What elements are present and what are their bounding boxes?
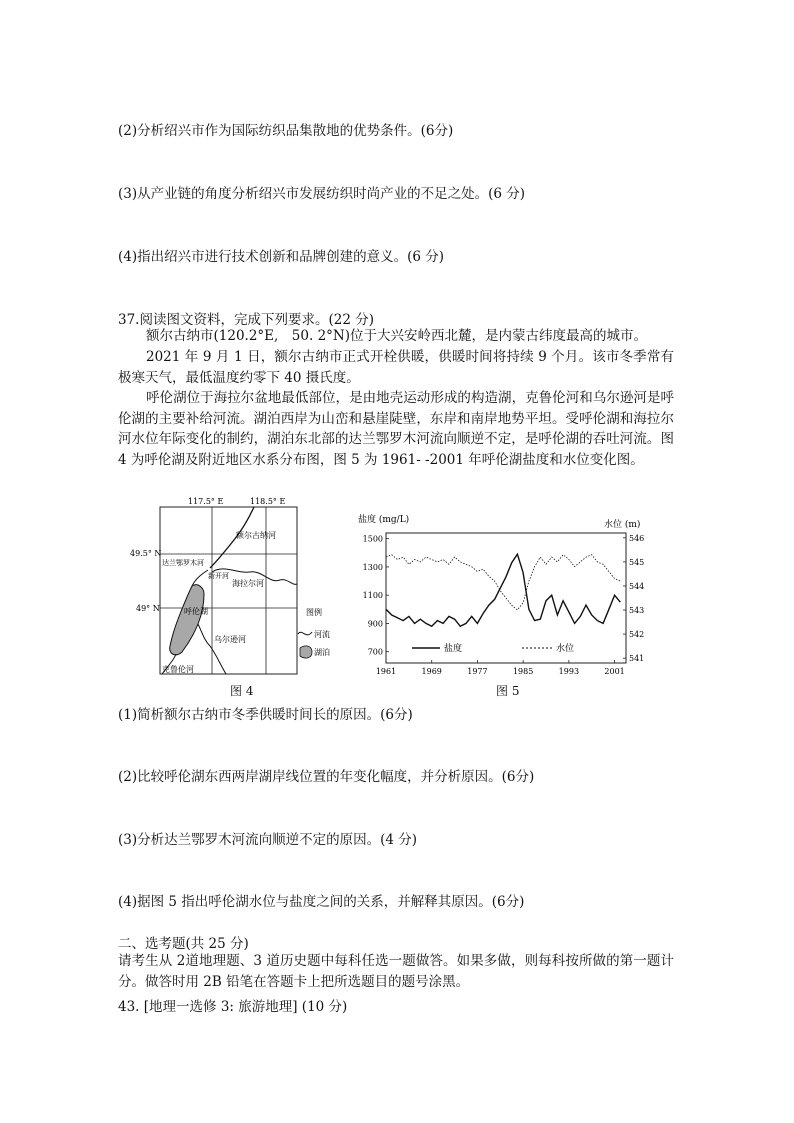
legend-river-icon	[298, 632, 312, 635]
lon-label-2: 118.5° E	[250, 497, 286, 506]
label-hulun-lake	[184, 606, 208, 616]
label-wuerxun-river: 乌尔逊河	[214, 635, 246, 644]
figure-5-caption: 图 5	[496, 684, 520, 698]
x-tick-label: 1969	[421, 667, 442, 676]
q36-sub2: (2)分析绍兴市作为国际纺织品集散地的优势条件。(6分)	[118, 123, 454, 139]
q37-sub4: (4)据图 5 指出呼伦湖水位与盐度之间的关系，并解释其原因。(6分)	[118, 894, 525, 910]
y-right-tick-label: 545	[629, 557, 645, 567]
y-right-tick-label: 543	[629, 606, 645, 616]
hulun-lake-shape	[170, 585, 204, 655]
q37-paragraph-3: 呼伦湖位于海拉尔盆地最低部位，是由地壳运动形成的构造湖，克鲁伦河和乌尔逊河是呼伦湖的主要补给河流。湖泊西岸为山峦和悬崖陡壁，东岸和南岸地势平坦。受呼伦湖和海拉尔河水位年际变化的制约，湖泊东北部的达兰鄂罗木河流向顺逆不定，是呼伦湖的吞吐河流。图 4 为呼伦湖及附近地区水系分布图，图 5 为 1961- -2001 年呼伦湖盐度和水位变化图。	[118, 390, 674, 468]
q43-title: 43. [地理一选修 3: 旅游地理] (10 分)	[118, 999, 348, 1015]
legend-lake-label: 湖泊	[314, 648, 330, 657]
y-right-tick-label: 546	[629, 533, 645, 543]
figure-4-map	[130, 494, 330, 678]
label-xinkai-river: 新开河	[208, 572, 229, 580]
y-right-tick-label: 544	[629, 581, 645, 591]
legend-level-label: 水位	[556, 644, 575, 654]
q36-sub4: (4)指出绍兴市进行技术创新和品牌创建的意义。(6 分)	[118, 249, 445, 265]
legend-river-label: 河流	[314, 630, 330, 639]
y-left-tick-label: 700	[367, 647, 383, 657]
x-tick-label: 2001	[604, 667, 625, 676]
q37-paragraph-1: 额尔古纳市(120.2°E, 50. 2°N)位于大兴安岭西北麓，是内蒙古纬度最高的城市。	[146, 328, 647, 344]
y-left-tick-label: 1300	[362, 562, 383, 572]
q37-sub2: (2)比较呼伦湖东西两岸湖岸线位置的年变化幅度，并分析原因。(6分)	[118, 769, 535, 785]
x-tick-label: 1961	[375, 667, 397, 676]
legend-title: 图例	[306, 608, 322, 617]
figure-5-chart	[356, 508, 660, 680]
section2-instructions: 请考生从 2道地理题、3 道历史题中每科任选一题做答。如果多做，则每科按所做的第一题计分。做答时用 2B 铅笔在答题卡上把所选题目的题号涂黑。	[118, 953, 674, 990]
label-dalan-river: 达兰鄂罗木河	[162, 559, 204, 567]
y-right-axis-label: 水位 (m)	[604, 520, 641, 530]
legend-salinity-label: 盐度	[444, 644, 463, 654]
q37-paragraph-2: 2021 年 9 月 1 日，额尔古纳市正式开栓供暖，供暖时间将持续 9 个月。该市冬季常有极寒天气，最低温度约零下 40 摄氏度。	[118, 349, 674, 386]
lat-label-1: 49.5° N	[130, 549, 162, 558]
q37-title: 37.阅读图文资料，完成下列要求。(22 分)	[118, 312, 374, 328]
label-hailar-river: 海拉尔河	[232, 579, 264, 588]
label-erguna-river: 额尔古纳河	[236, 531, 276, 540]
y-left-tick-label: 1100	[362, 591, 383, 601]
y-left-tick-label: 900	[367, 619, 383, 629]
lon-label-1: 117.5° E	[188, 497, 224, 506]
x-tick-label: 1993	[558, 667, 580, 676]
q37-sub3: (3)分析达兰鄂罗木河流向顺逆不定的原因。(4 分)	[118, 832, 418, 848]
y-left-axis-label: 盐度 (mg/L)	[358, 515, 410, 525]
q37-sub1: (1)简析额尔古纳市冬季供暖时间长的原因。(6分)	[118, 707, 413, 723]
x-tick-label: 1977	[467, 667, 488, 676]
figure-4-caption: 图 4	[230, 684, 254, 698]
dalan-river-line	[192, 570, 208, 586]
y-right-tick-label: 541	[629, 654, 645, 664]
label-kelulun-river: 克鲁伦河	[162, 665, 194, 674]
section2-title: 二、选考题(共 25 分)	[118, 936, 249, 952]
y-left-tick-label: 1500	[362, 534, 383, 544]
hulun-lake-label-1: 呼伦湖	[184, 607, 208, 616]
q36-sub3: (3)从产业链的角度分析绍兴市发展纺织时尚产业的不足之处。(6 分)	[118, 186, 526, 202]
y-right-tick-label: 542	[629, 630, 645, 640]
lat-label-2: 49° N	[136, 604, 160, 613]
legend-lake-icon	[300, 646, 312, 658]
x-tick-label: 1985	[512, 667, 534, 676]
salinity-series-line	[386, 554, 620, 626]
